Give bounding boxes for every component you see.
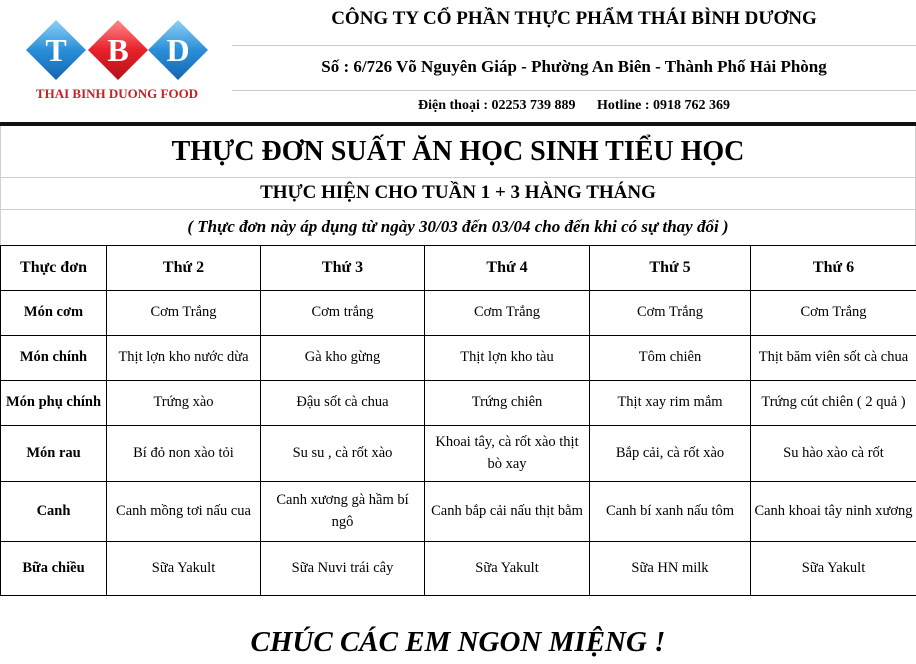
table-cell: Canh bí xanh nấu tôm — [590, 482, 751, 542]
table-cell: Thịt băm viên sốt cà chua — [751, 336, 916, 381]
menu-table — [0, 245, 916, 596]
closing-message: CHÚC CÁC EM NGON MIỆNG ! — [250, 626, 666, 658]
logo-letter-t: T — [45, 32, 67, 68]
menu-week: THỰC HIỆN CHO TUẦN 1 + 3 HÀNG THÁNG — [0, 177, 916, 210]
table-cell: Cơm Trắng — [590, 291, 751, 336]
table-cell: Sữa Yakult — [425, 542, 590, 596]
table-cell: Cơm Trắng — [751, 291, 916, 336]
table-cell: Canh bắp cải nấu thịt bằm — [425, 482, 590, 542]
company-phone: Điện thoại : 02253 739 889 — [418, 98, 576, 113]
company-address: Số : 6/726 Võ Nguyên Giáp - Phường An Biên - Thành Phố Hải Phòng — [321, 57, 827, 76]
row-label: Canh — [1, 482, 107, 542]
table-row — [1, 381, 916, 426]
column-header: Thứ 3 — [261, 246, 425, 291]
table-cell: Trứng xào — [107, 381, 261, 426]
table-cell: Su su , cà rốt xào — [261, 426, 425, 482]
table-cell: Cơm Trắng — [107, 291, 261, 336]
table-cell: Bí đỏ non xào tỏi — [107, 426, 261, 482]
table-cell: Canh xương gà hầm bí ngô — [261, 482, 425, 542]
column-header: Thứ 2 — [107, 246, 261, 291]
logo-letter-d: D — [166, 32, 190, 68]
table-row — [1, 542, 916, 596]
table-cell: Canh mồng tơi nấu cua — [107, 482, 261, 542]
logo-caption: THAI BINH DUONG FOOD — [35, 86, 199, 101]
menu-title: THỰC ĐƠN SUẤT ĂN HỌC SINH TIỂU HỌC — [0, 126, 916, 178]
table-row — [1, 426, 916, 482]
column-header: Thứ 5 — [590, 246, 751, 291]
table-header-row — [1, 246, 916, 291]
table-cell: Bắp cải, cà rốt xào — [590, 426, 751, 482]
table-cell: Trứng cút chiên ( 2 quả ) — [751, 381, 916, 426]
column-header: Thực đơn — [1, 246, 107, 291]
table-cell: Đậu sốt cà chua — [261, 381, 425, 426]
table-cell: Trứng chiên — [425, 381, 590, 426]
table-cell: Cơm Trắng — [425, 291, 590, 336]
row-label: Bữa chiều — [1, 542, 107, 596]
table-cell: Canh khoai tây ninh xương — [751, 482, 916, 542]
table-cell: Gà kho gừng — [261, 336, 425, 381]
company-contacts — [232, 98, 916, 114]
company-name: CÔNG TY CỔ PHẦN THỰC PHẨM THÁI BÌNH DƯƠNG — [331, 8, 817, 29]
header-divider — [232, 90, 916, 91]
column-header: Thứ 6 — [751, 246, 916, 291]
table-cell: Thịt lợn kho nước dừa — [107, 336, 261, 381]
table-cell: Tôm chiên — [590, 336, 751, 381]
table-cell: Cơm trắng — [261, 291, 425, 336]
menu-note: ( Thực đơn này áp dụng từ ngày 30/03 đến 03/04 cho đến khi có sự thay đổi ) — [0, 209, 916, 246]
table-row — [1, 336, 916, 381]
table-row — [1, 482, 916, 542]
table-row — [1, 291, 916, 336]
row-label: Món chính — [1, 336, 107, 381]
column-header: Thứ 4 — [425, 246, 590, 291]
company-logo — [22, 14, 212, 104]
row-label: Món cơm — [1, 291, 107, 336]
table-cell: Sữa Yakult — [751, 542, 916, 596]
table-cell: Khoai tây, cà rốt xào thịt bò xay — [425, 426, 590, 482]
company-hotline: Hotline : 0918 762 369 — [597, 98, 730, 113]
table-cell: Su hào xào cà rốt — [751, 426, 916, 482]
table-cell: Sữa Yakult — [107, 542, 261, 596]
row-label: Món phụ chính — [1, 381, 107, 426]
logo-letter-b: B — [107, 32, 129, 68]
row-label: Món rau — [1, 426, 107, 482]
table-cell: Thịt xay rim mắm — [590, 381, 751, 426]
table-cell: Sữa HN milk — [590, 542, 751, 596]
header-divider — [232, 45, 916, 46]
table-cell: Thịt lợn kho tàu — [425, 336, 590, 381]
table-cell: Sữa Nuvi trái cây — [261, 542, 425, 596]
